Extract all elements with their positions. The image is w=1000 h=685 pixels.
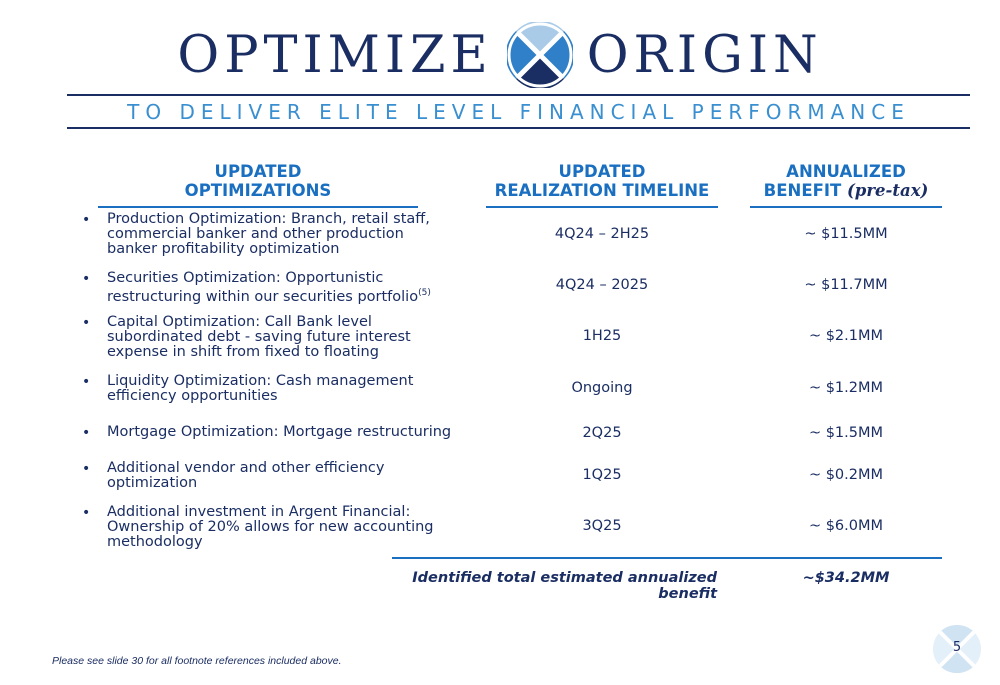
origin-x-logo-icon	[507, 22, 573, 88]
optimization-item: Liquidity Optimization: Cash management efficiency opportunities	[107, 373, 414, 404]
optimization-item: Production Optimization: Branch, retail staff, commercial banker and other production banker profitability optimization	[107, 211, 430, 257]
bullet-icon: •	[82, 505, 91, 521]
optimization-item-text: Securities Optimization: Opportunistic restructuring within our securities portfolio	[107, 270, 419, 305]
benefit-header-line2: BENEFIT	[763, 181, 842, 200]
bullet-icon: •	[82, 425, 91, 441]
timeline-cell: 1H25	[582, 328, 622, 344]
benefit-cell: ~ $0.2MM	[808, 467, 884, 483]
total-value: ~$34.2MM	[802, 570, 890, 586]
benefit-header-qualifier: (pre-tax)	[847, 181, 929, 200]
bullet-icon: •	[82, 212, 91, 228]
timeline-cell: 3Q25	[582, 518, 622, 534]
slide-title	[0, 22, 1000, 88]
column-header-rule-timeline	[486, 206, 718, 208]
timeline-header-line2: REALIZATION TIMELINE	[494, 181, 710, 200]
top-rule	[67, 94, 970, 96]
bullet-icon: •	[82, 271, 91, 287]
bullet-icon: •	[82, 461, 91, 477]
benefit-cell: ~ $1.5MM	[808, 425, 884, 441]
footnote: Please see slide 30 for all footnote references included above.	[52, 655, 342, 667]
timeline-cell: 4Q24 – 2H25	[554, 226, 650, 242]
title-right: ORIGIN	[586, 25, 823, 85]
benefit-cell: ~ $1.2MM	[808, 380, 884, 396]
timeline-cell: 2Q25	[582, 425, 622, 441]
optimization-item: Capital Optimization: Call Bank level subordinated debt - saving future interest expense in shift from fixed to floating	[107, 314, 411, 360]
total-label: Identified total estimated annualized benefit	[412, 570, 717, 602]
benefit-cell: ~ $2.1MM	[808, 328, 884, 344]
page-number: 5	[952, 640, 962, 655]
column-header-timeline	[486, 162, 718, 200]
timeline-cell: 1Q25	[582, 467, 622, 483]
column-header-rule-optimizations	[98, 206, 418, 208]
column-header-optimizations: UPDATED OPTIMIZATIONS	[184, 162, 332, 200]
timeline-cell: 4Q24 – 2025	[555, 277, 649, 293]
optimization-item: Additional vendor and other efficiency optimization	[107, 460, 385, 491]
optimization-item	[107, 271, 457, 305]
footnote-ref: (5)	[418, 288, 431, 298]
title-left: OPTIMIZE	[177, 25, 493, 85]
benefit-cell: ~ $11.5MM	[804, 226, 888, 242]
total-rule	[392, 557, 942, 559]
benefit-cell: ~ $6.0MM	[808, 518, 884, 534]
optimization-item: Additional investment in Argent Financial: Ownership of 20% allows for new accounting methodology	[107, 504, 434, 550]
bullet-icon: •	[82, 374, 91, 390]
subtitle: TO DELIVER ELITE LEVEL FINANCIAL PERFORMANCE	[127, 100, 910, 124]
column-header-rule-benefit	[750, 206, 942, 208]
benefit-header-line1: ANNUALIZED	[786, 162, 906, 181]
timeline-header-line1: UPDATED	[558, 162, 646, 181]
benefit-cell: ~ $11.7MM	[804, 277, 888, 293]
subtitle-rule	[67, 127, 970, 129]
optimization-item: Mortgage Optimization: Mortgage restructuring	[107, 424, 452, 440]
timeline-cell: Ongoing	[571, 380, 633, 396]
column-header-benefit	[750, 162, 942, 200]
bullet-icon: •	[82, 315, 91, 331]
